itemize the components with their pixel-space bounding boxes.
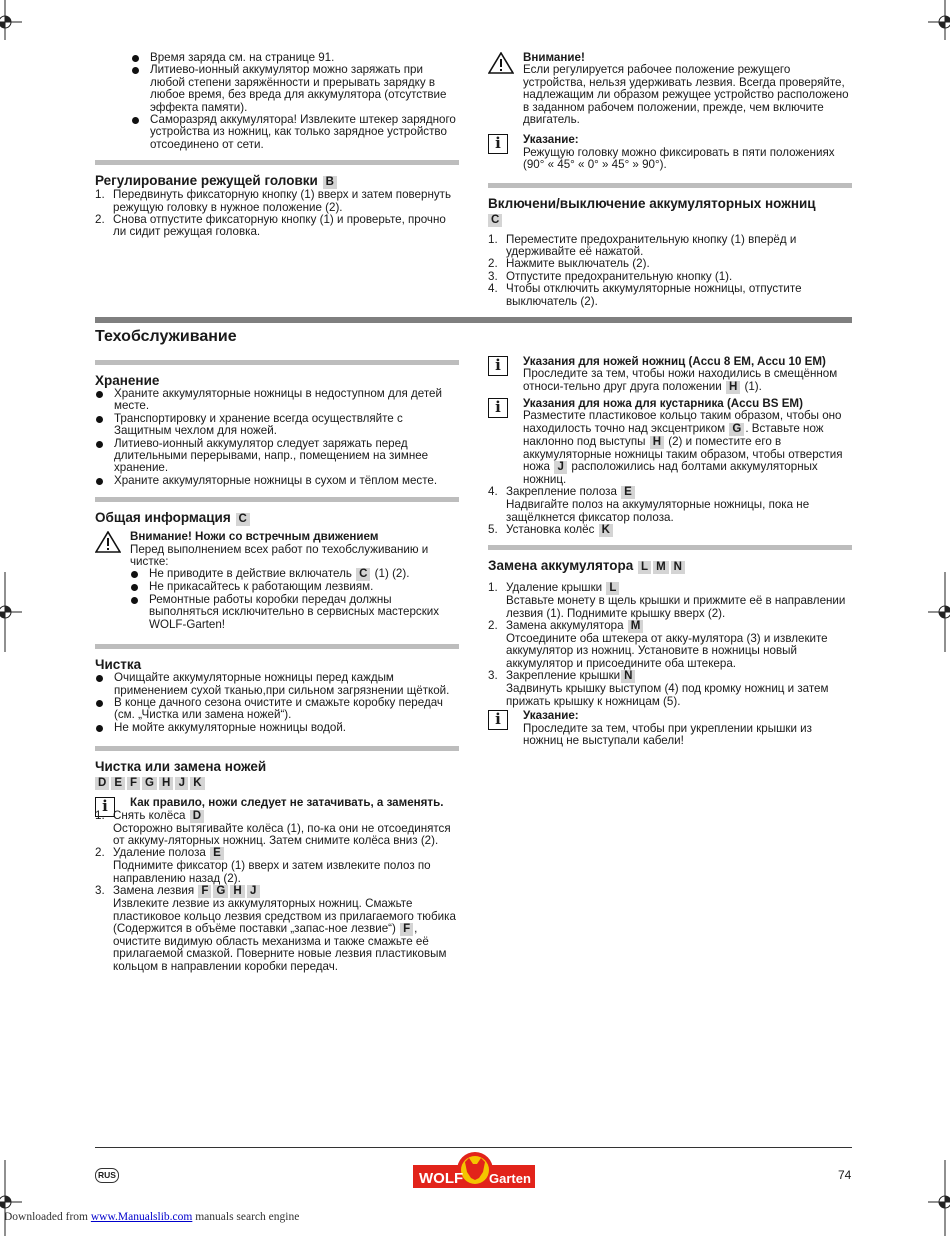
step-text: Извлеките лезвие из аккумуляторных ножниц. Смажьте пластиковое кольцо лезвия средством из прилагаемого тюбика (Содержится в объёме поставки „запас-ное лезвие“) [113, 897, 456, 935]
figure-tag: H [230, 885, 244, 898]
step-text: Чтобы отключить аккумуляторные ножницы, отпустите выключатель (2). [506, 282, 802, 308]
page-number: 74 [838, 1168, 852, 1182]
list-item: Очищайте аккумуляторные ножницы перед каждым применением сухой тканью,при сильном загрязнении щёткой. [95, 672, 459, 697]
list-item: 2. Удаление полоза E Поднимите фиксатор (1) вверх и затем извлеките полоз по направлению назад (2). [95, 846, 431, 885]
warning-title: Внимание! [523, 51, 585, 64]
hint-text: Режущую головку можно фиксировать в пяти положениях (90° « 45° « 0° » 45° » 90°). [523, 145, 835, 172]
figure-tag: C [488, 214, 502, 227]
warning-icon [95, 531, 121, 553]
hint-note [488, 398, 852, 487]
info-icon: i [95, 797, 115, 817]
download-suffix: manuals search engine [195, 1211, 300, 1223]
step-title: Закрепление крышки [506, 669, 621, 683]
section-rule [488, 183, 852, 188]
step-title: Удаление полоза [113, 846, 206, 860]
step-text: Снова отпустите фиксаторную кнопку (1) и проверьте, прочно ли сидит режущая головка. [113, 213, 446, 239]
list-item: Транспортировку и хранение всегда осуществляйте с Защитным чехлом для ножей. [95, 413, 459, 438]
hint-text: (1). [744, 379, 762, 393]
heading-text: Чистка или замена ножей [95, 759, 267, 775]
hint-text: Проследите за тем, чтобы ножи находились в смещённом относи-тельно друг друга положении [523, 367, 838, 393]
hint-title: Указания для ножа для кустарника (Accu BS EM) [523, 396, 803, 410]
maintenance-title: Техобслуживание [95, 328, 237, 345]
list-item: 1. Переместите предохранительную кнопку (1) вперёд и удерживайте её нажатой. [488, 232, 797, 259]
list-item: 3. Отпустите предохранительную кнопку (1). [488, 269, 733, 283]
download-note [4, 1211, 299, 1223]
section-heading [95, 510, 459, 526]
list-item: Литиево-ионный аккумулятор следует заряжать перед длительными перерывами, напр., помещением на зимнее хранение. [95, 438, 459, 475]
section-heading [95, 759, 459, 774]
list-item: Храните аккумуляторные ножницы в недоступном для детей месте. [95, 388, 459, 413]
section-rule [95, 497, 459, 502]
figure-tag: B [323, 176, 337, 189]
info-icon: i [488, 134, 508, 154]
footer-rule [95, 1147, 852, 1148]
section-heading [488, 558, 852, 574]
figure-tag: H [159, 777, 173, 790]
knife-steps [95, 810, 459, 974]
list-item: 3. Замена лезвия F G H J Извлеките лезвие из аккумуляторных ножниц. Смажьте пластиковое кольцо лезвия средством из прилагаемого тюбика (Содержится в объёме поставки „запас-ное лезвие“) F , очистите видимую область механизма и также смажьте её прилагаемой смазкой. Поверните новые лезвия пластиковым кольцом в направлении коробки передач. [95, 884, 456, 973]
hint-title: Указания для ножей ножниц (Accu 8 EM, Accu 10 EM) [523, 355, 826, 368]
step-title: Снять колёса [113, 808, 186, 822]
hint-note [488, 710, 852, 747]
section-rule [95, 360, 459, 365]
figure-tag: N [621, 670, 635, 683]
info-icon: i [488, 710, 508, 730]
figure-tags-row [95, 777, 459, 790]
step-text: Вставьте монету в щель крышки и прижмите её в направлении лезвия (1). Поднимите крышку вверх (2). [506, 594, 846, 620]
right-top-column [488, 52, 852, 308]
figure-tag: M [628, 620, 644, 633]
hint-text: Проследите за тем, чтобы при укреплении крышки из ножниц не выступали кабели! [523, 721, 812, 747]
hint-note [488, 134, 852, 171]
figure-tag: D [95, 777, 109, 790]
list-item: 1. Удаление крышки L Вставьте монету в щель крышки и прижмите её в направлении лезвия (1). Поднимите крышку вверх (2). [488, 581, 846, 620]
step-text: Задвинуть крышку выступом (4) под кромку ножниц и затем прижать крышку к ножницам (5). [506, 682, 829, 708]
left-top-column [95, 52, 459, 239]
figure-tag: J [554, 461, 567, 474]
wolf-garten-logo [413, 1152, 535, 1188]
hint-text: расположились над болтами аккумуляторных ножниц. [523, 460, 818, 487]
figure-tag: N [671, 561, 685, 574]
step-title: Закрепление полоза [506, 485, 617, 499]
step-title: Удаление крышки [506, 581, 603, 595]
step-text: Отсоедините оба штекера от акку-мулятора (3) и извлеките аккумулятор из ножниц. Установите в ножницы новый аккумулятор и присоедините оба штекера. [506, 632, 828, 670]
hint-text: Разместите пластиковое кольцо таким образом, чтобы оно находилость точно над эксцентриком [523, 409, 842, 435]
download-prefix: Downloaded from [4, 1211, 88, 1223]
svg-text:Garten: Garten [489, 1171, 531, 1186]
maintenance-bar [95, 317, 852, 323]
list-item: Ремонтные работы коробки передач должны выполняться исключительно в сервисных мастерских WOLF-Garten! [130, 594, 459, 631]
charging-bullets [95, 52, 459, 151]
cleaning-bullets [95, 672, 459, 734]
step-text: Передвинуть фиксаторную кнопку (1) вверх и затем повернуть режущую головку в нужное положение (2). [113, 188, 452, 214]
figure-tag: H [650, 436, 664, 449]
language-badge: RUS [95, 1168, 119, 1183]
warning-note [488, 52, 852, 126]
section-heading: Чистка [95, 657, 142, 673]
hint-note [488, 356, 852, 394]
figure-tag: E [210, 847, 224, 860]
list-item: Литиево-ионный аккумулятор можно заряжать при любой степени заряжённости и прерывать зарядку в любое время, без вреда для аккумулятора (отсутствие эффекта памяти). [131, 64, 459, 114]
heading-text: Общая информация [95, 510, 231, 526]
section-heading [95, 173, 459, 189]
step-text: Поднимите фиксатор (1) вверх и затем извлеките полоз по направлению назад (2). [113, 859, 431, 885]
list-item: 3. Закрепление крышки N Задвинуть крышку выступом (4) под кромку ножниц и затем прижать крышку к ножницам (5). [488, 669, 829, 708]
battery-steps [488, 582, 852, 708]
hint-title: Указание: [523, 709, 579, 723]
list-item: 1. Передвинуть фиксаторную кнопку (1) вверх и затем повернуть режущую головку в нужное положение (2). [95, 188, 452, 214]
list-item: 2. Снова отпустите фиксаторную кнопку (1) и проверьте, прочно ли сидит режущая головка. [95, 213, 446, 239]
general-bullets [130, 568, 459, 631]
list-item: Храните аккумуляторные ножницы в сухом и тёплом месте. [95, 475, 459, 487]
list-item: Не мойте аккумуляторные ножницы водой. [95, 722, 459, 734]
info-icon: i [488, 356, 508, 376]
knife-steps-continued [488, 486, 852, 537]
section-rule [95, 160, 459, 165]
step-text: Осторожно вытягивайте колёса (1), по-ка они не отсоединятся от аккуму-ляторных ножниц. Затем снимите колёса вниз (2). [113, 821, 451, 847]
figure-tag: M [653, 561, 669, 574]
list-item: 2. Нажмите выключатель (2). [488, 257, 650, 271]
step-title: Установка колёс [506, 523, 595, 537]
list-item: 4. Чтобы отключить аккумуляторные ножницы, отпустите выключатель (2). [488, 282, 802, 308]
svg-text:WOLF: WOLF [419, 1170, 464, 1187]
heading-text: Замена аккумулятора [488, 558, 634, 574]
step-text: Нажмите выключатель (2). [506, 257, 650, 271]
figure-tag: F [127, 777, 140, 790]
list-item: В конце дачного сезона очистите и смажьте коробку передач (см. „Чистка или замена ножей“). [95, 697, 459, 722]
figure-tag: C [356, 568, 370, 581]
figure-tag: K [599, 524, 613, 537]
warning-icon [488, 52, 514, 74]
figure-tag: G [729, 423, 744, 436]
left-lower-column [95, 360, 459, 973]
step-text: Отпустите предохранительную кнопку (1). [506, 269, 733, 283]
section-rule [95, 644, 459, 649]
storage-bullets [95, 388, 459, 487]
step-title: Замена лезвия [113, 884, 195, 898]
figure-tag: J [247, 885, 260, 898]
figure-tag: L [638, 561, 651, 574]
item-text: (1) (2). [374, 567, 410, 581]
list-item: Время заряда см. на странице 91. [131, 52, 459, 64]
warning-title: Внимание! Ножи со встречным движением [130, 530, 379, 544]
hint-text: Как правило, ножи следует не затачивать, а заменять. [130, 796, 444, 810]
warning-note [95, 531, 459, 631]
section-heading [488, 196, 852, 227]
info-icon: i [488, 398, 508, 418]
onoff-steps [488, 234, 852, 308]
section-rule [488, 545, 852, 550]
figure-tag: E [111, 777, 125, 790]
step-text: Переместите предохранительную кнопку (1) вперёд и удерживайте её нажатой. [506, 232, 797, 259]
figure-tag: G [142, 777, 157, 790]
list-item: 2. Замена аккумулятора M Отсоедините оба штекера от акку-мулятора (3) и извлеките аккумулятор из ножниц. Установите в ножницы новый аккумулятор и присоедините оба штекера. [488, 619, 828, 670]
list-item: Не прикасайтесь к работающим лезвиям. [130, 581, 459, 593]
list-item: 5. Установка колёс K [488, 524, 852, 537]
head-steps [95, 189, 459, 239]
figure-tag: F [198, 885, 211, 898]
figure-tag: L [606, 582, 619, 595]
warning-text: Если регулируется рабочее положение режущего устройства, нельзя удерживать лезвия. Всегда проверяйте, надлежащим ли образом режущее устройство расположено в заданном рабочем положении, прежде, чем включите двигатель. [523, 63, 849, 127]
step-title: Замена аккумулятора [506, 619, 624, 633]
hint-text: (2) и поместите его в аккумуляторные ножницы таким образом, чтобы отверстия ножа [523, 434, 843, 474]
figure-tag: G [213, 885, 228, 898]
heading-text: Включени/выключение аккумуляторных ножниц [488, 195, 816, 211]
figure-tag: H [726, 381, 740, 394]
item-text: Не приводите в действие включатель [149, 567, 352, 581]
list-item: Саморазряд аккумулятора! Извлеките штекер зарядного устройства из ножниц, как только зарядное устройство отсоединено от сети. [131, 114, 459, 151]
step-text: , очистите видимую область механизма и также смажьте её прилагаемой смазкой. Поверните новые лезвия пластиковым кольцом в направлении коробки передач. [113, 921, 447, 973]
figure-tag: F [400, 923, 413, 936]
figure-tag: D [190, 810, 204, 823]
section-rule [95, 746, 459, 751]
figure-tag: E [621, 486, 635, 499]
hint-title: Указание: [523, 133, 579, 147]
figure-tag: K [190, 777, 204, 790]
list-item: 1. Снять колёса D Осторожно вытягивайте колёса (1), по-ка они не отсоединятся от аккуму-ляторных ножниц. Затем снимите колёса вниз (2). [95, 808, 451, 847]
figure-tag: C [236, 513, 250, 526]
manualslib-link[interactable]: www.Manualslib.com [90, 1211, 193, 1223]
hint-text: . Вставьте нож наклонно под выступы [523, 421, 824, 448]
step-text: Надвигайте полоз на аккумуляторные ножницы, пока не защёлкнется фиксатор полоза. [506, 498, 810, 524]
list-item: 4. Закрепление полоза E Надвигайте полоз на аккумуляторные ножницы, пока не защёлкнется фиксатор полоза. [488, 485, 810, 524]
warning-text: Перед выполнением всех работ по техобслуживанию и чистке: [130, 542, 429, 569]
figure-tag: J [175, 777, 188, 790]
right-lower-column [488, 356, 852, 747]
heading-text: Регулирование режущей головки [95, 173, 318, 189]
section-heading: Хранение [95, 373, 160, 388]
